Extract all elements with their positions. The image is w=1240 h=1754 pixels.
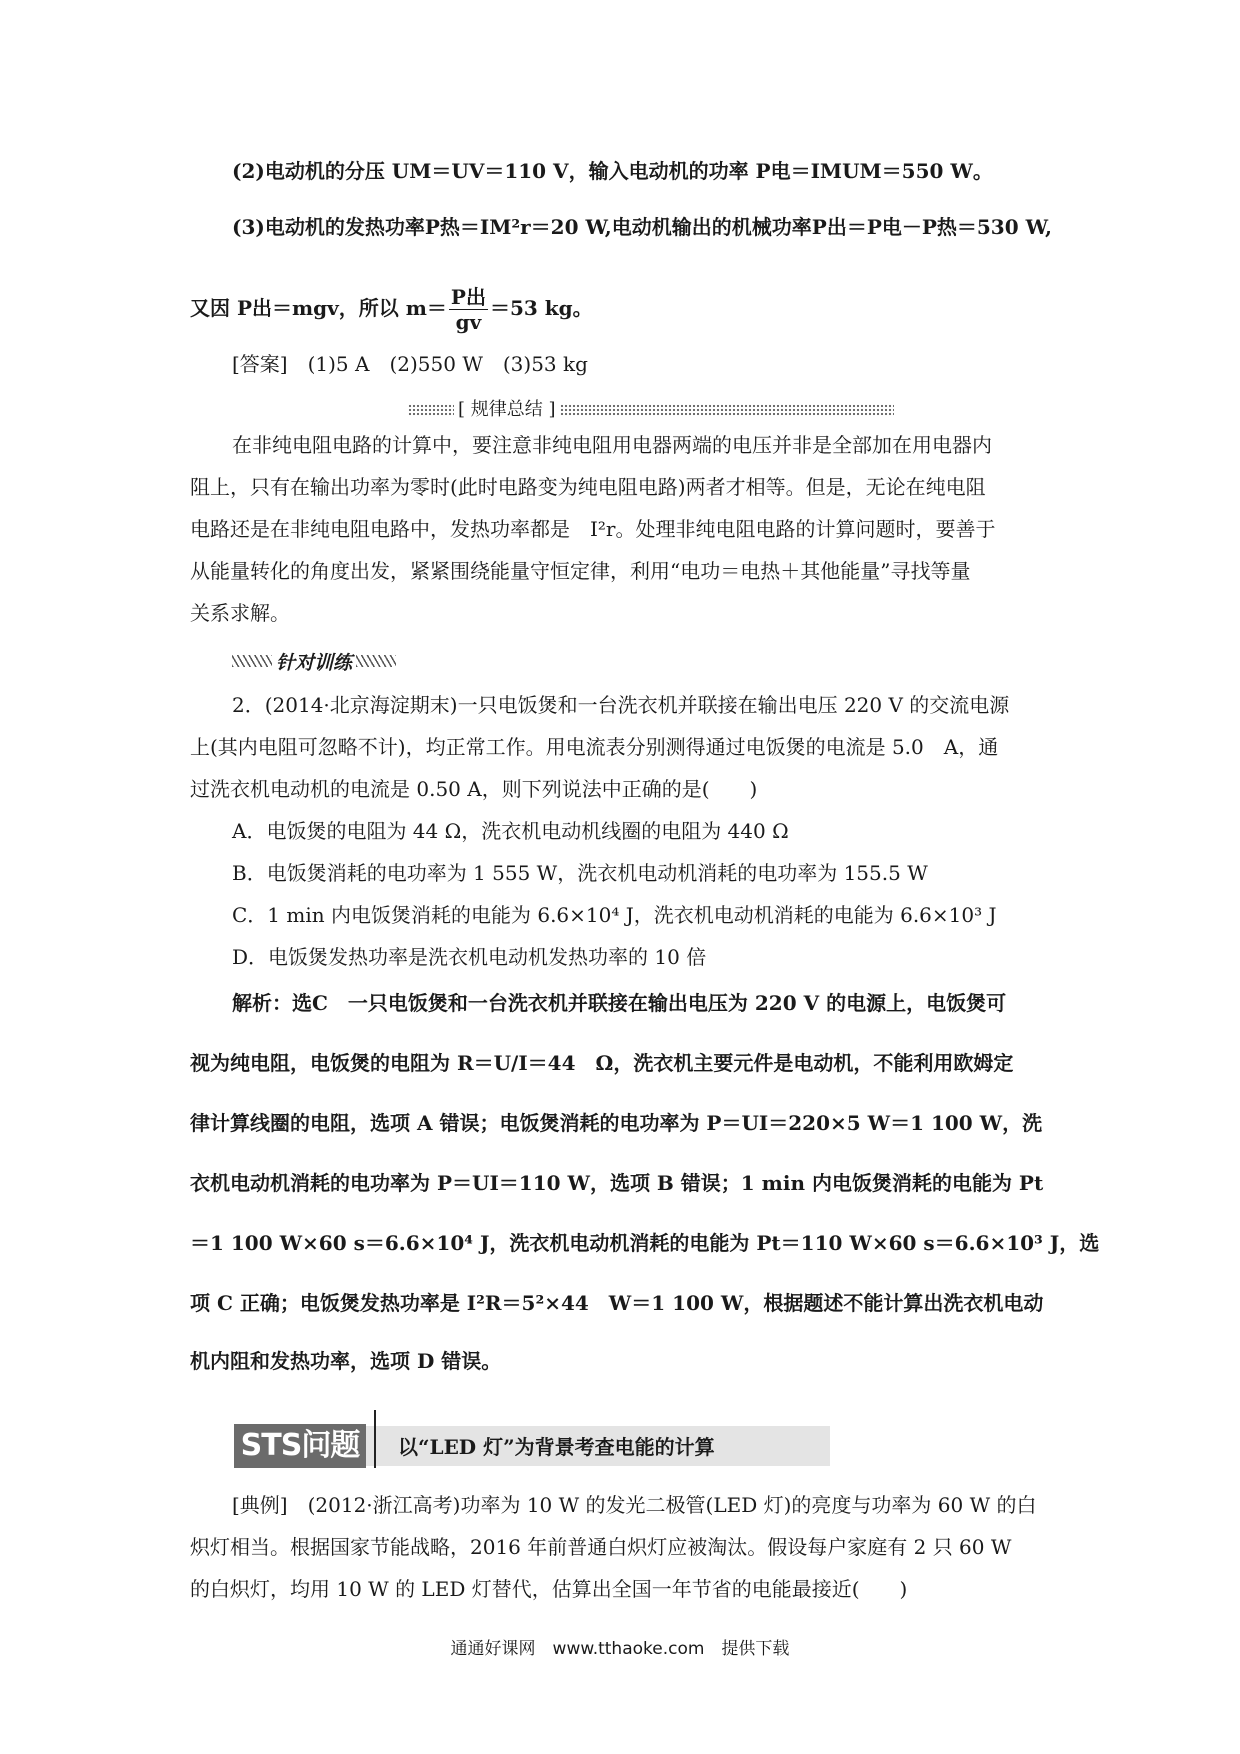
solution-line-2: (2)电动机的分压 UM＝UV＝110 V，输入电动机的功率 P电＝IMUM＝550 W。 — [232, 159, 993, 183]
solution-line-3: (3)电动机的发热功率P热＝IM²r＝20 W,电动机输出的机械功率P出＝P电－P热＝530 W, — [232, 215, 1052, 239]
mass-formula-prefix: 又因 P出＝mgv，所以 m＝ — [190, 296, 447, 320]
option-a: A．电饭煲的电阻为 44 Ω，洗衣机电动机线圈的电阻为 440 Ω — [232, 819, 789, 843]
sts-badge: STS问题 — [234, 1424, 366, 1468]
page-footer: 通通好课网 www.tthaoke.com 提供下载 — [450, 1639, 790, 1659]
summary-line: 关系求解。 — [190, 601, 290, 625]
mass-fraction — [449, 285, 488, 334]
option-d: D．电饭煲发热功率是洗衣机电动机发热功率的 10 倍 — [232, 945, 707, 969]
analysis-line: 律计算线圈的电阻，选项 A 错误；电饭煲消耗的电功率为 P＝UI＝220×5 W＝1 100 W，洗 — [190, 1111, 1043, 1135]
fraction-denominator: gv — [455, 310, 482, 334]
analysis-line: ＝1 100 W×60 s＝6.6×10⁴ J，洗衣机电动机消耗的电能为 Pt＝110 W×60 s＝6.6×10³ J，选 — [190, 1231, 1100, 1255]
summary-header — [408, 397, 894, 423]
analysis-line: 衣机电动机消耗的电功率为 P＝UI＝110 W，选项 B 错误；1 min 内电饭煲消耗的电能为 Pt — [190, 1171, 1044, 1195]
question-line: 上(其内电阻可忽略不计)，均正常工作。用电流表分别测得通过电饭煲的电流是 5.0 A，通 — [190, 735, 999, 759]
analysis-line: 机内阻和发热功率，选项 D 错误。 — [190, 1349, 502, 1373]
example-line: [典例] (2012·浙江高考)功率为 10 W 的发光二极管(LED 灯)的亮度与功率为 60 W 的白 — [232, 1493, 1037, 1517]
option-c: C．1 min 内电饭煲消耗的电能为 6.6×10⁴ J，洗衣机电动机消耗的电能为 6.6×10³ J — [232, 903, 997, 927]
summary-line: 在非纯电阻电路的计算中，要注意非纯电阻用电器两端的电压并非是全部加在用电器内 — [232, 433, 992, 457]
analysis-line: 视为纯电阻，电饭煲的电阻为 R＝U/I＝44 Ω，洗衣机主要元件是电动机，不能利用欧姆定 — [190, 1051, 1014, 1075]
option-b: B．电饭煲消耗的电功率为 1 555 W，洗衣机电动机消耗的电功率为 155.5 W — [232, 861, 928, 885]
analysis-line: 解析：选C 一只电饭煲和一台洗衣机并联接在输出电压为 220 V 的电源上，电饭煲可 — [232, 991, 1007, 1015]
hatch-decoration-left — [232, 655, 272, 667]
hatch-decoration-right — [356, 655, 396, 667]
question-line: 过洗衣机电动机的电流是 0.50 A，则下列说法中正确的是( ) — [190, 777, 758, 801]
training-title: 针对训练 — [276, 651, 353, 674]
question-line: 2．(2014·北京海淀期末)一只电饭煲和一台洗衣机并联接在输出电压 220 V 的交流电源 — [232, 693, 1010, 717]
summary-line: 阻上，只有在输出功率为零时(此时电路变为纯电阻电路)两者才相等。但是，无论在纯电阻 — [190, 475, 986, 499]
summary-line: 从能量转化的角度出发，紧紧围绕能量守恒定律，利用“电功＝电热＋其他能量”寻找等量 — [190, 559, 971, 583]
dotted-rule-right — [560, 404, 895, 416]
answer-line: [答案] (1)5 A (2)550 W (3)53 kg — [232, 352, 588, 376]
sts-divider — [374, 1410, 376, 1468]
sts-title: 以“LED 灯”为背景考查电能的计算 — [398, 1435, 715, 1459]
example-line: 炽灯相当。根据国家节能战略，2016 年前普通白炽灯应被淘汰。假设每户家庭有 2 只 60 W — [190, 1535, 1012, 1559]
mass-formula-suffix: ＝53 kg。 — [489, 296, 593, 320]
fraction-numerator: P出 — [450, 285, 486, 309]
summary-line: 电路还是在非纯电阻电路中，发热功率都是 I²r。处理非纯电阻电路的计算问题时，要善于 — [190, 517, 996, 541]
analysis-line: 项 C 正确；电饭煲发热功率是 I²R＝5²×44 W＝1 100 W，根据题述不能计算出洗衣机电动 — [190, 1291, 1044, 1315]
mass-formula-line — [190, 278, 1060, 338]
training-header — [232, 647, 396, 675]
summary-title: [ 规律总结 ] — [458, 399, 556, 420]
dotted-rule-left — [408, 404, 454, 416]
example-line: 的白炽灯，均用 10 W 的 LED 灯替代，估算出全国一年节省的电能最接近( ) — [190, 1577, 908, 1601]
